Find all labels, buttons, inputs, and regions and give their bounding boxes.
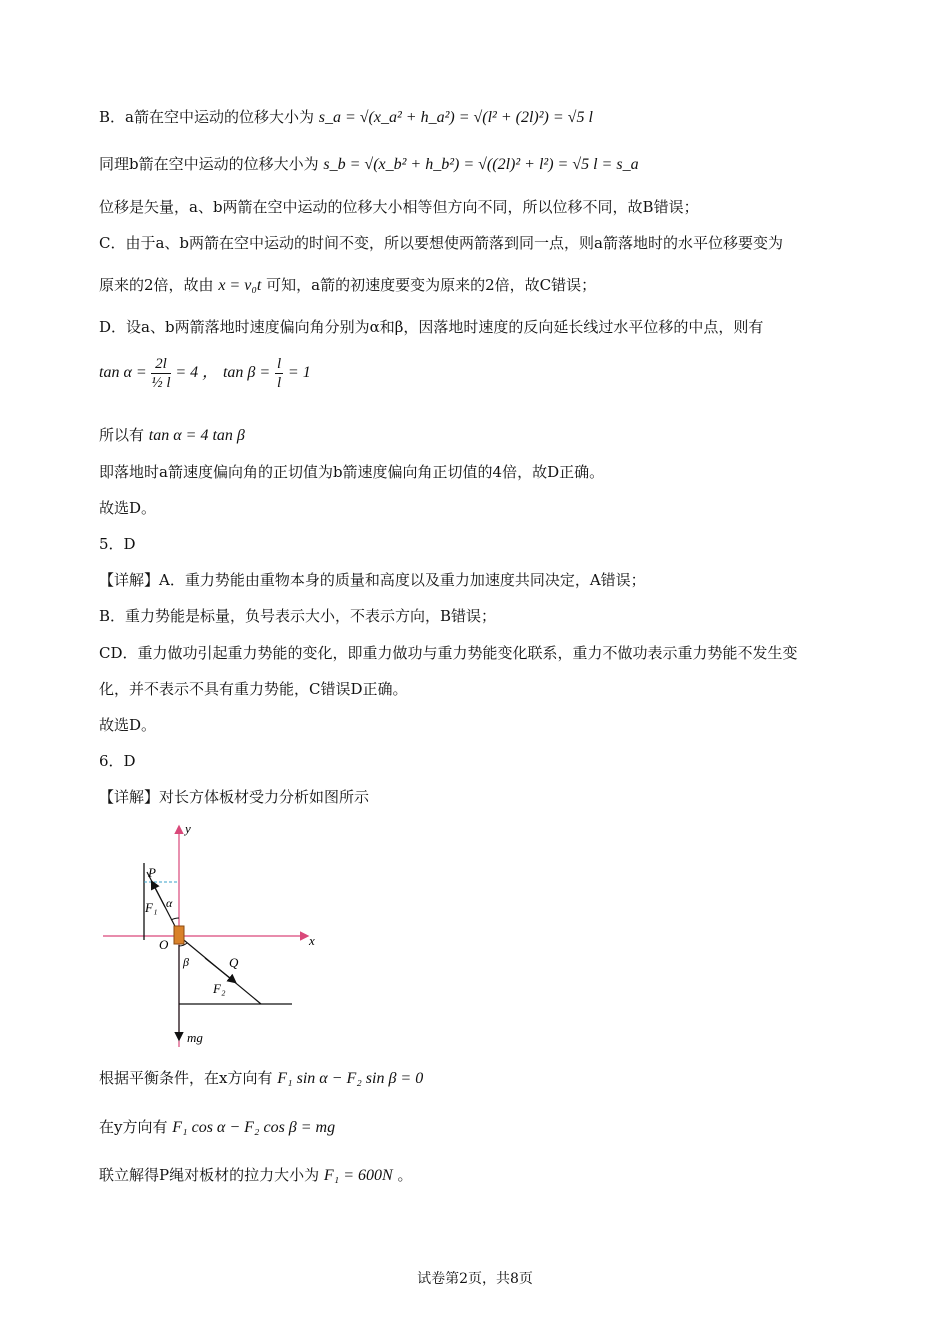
text-line: CD．重力做功引起重力势能的变化，即重力做功与重力势能变化联系，重力不做功表示重力势能不发生变 — [99, 644, 798, 662]
text-line: 【详解】A．重力势能由重物本身的质量和高度以及重力加速度共同决定，A错误； — [99, 571, 646, 589]
text-line: 化，并不表示不具有重力势能，C错误D正确。 — [99, 680, 408, 698]
force-diagram — [95, 815, 335, 1050]
text-line: 所以有 tan α = 4 tan β — [99, 426, 245, 444]
text-line: 即落地时a箭速度偏向角的正切值为b箭速度偏向角正切值的4倍，故D正确。 — [99, 463, 605, 481]
board-block — [174, 926, 184, 944]
text-line: 原来的2倍，故由 x = v₀t 可知，a箭的初速度要变为原来的2倍，故C错误； — [99, 276, 597, 294]
formula: s_b = √(x_b² + h_b²) = √((2l)² + l²) = √5 l = s_a — [323, 156, 639, 173]
text-line: 根据平衡条件，在x方向有 F₁ sin α − F₂ sin β = 0 — [99, 1069, 424, 1087]
text-line: 故选D。 — [99, 499, 157, 517]
f2-label: F₂ — [213, 981, 226, 996]
page-footer: 试卷第2页，共8页 — [417, 1271, 533, 1287]
y-label: y — [185, 821, 191, 836]
text-line: B．重力势能是标量，负号表示大小，不表示方向，B错误； — [99, 607, 497, 625]
formula: tan α = 4 tan β — [148, 427, 245, 444]
text-line: D．设a、b两箭落地时速度偏向角分别为α和β，因落地时速度的反向延长线过水平位移的中点，则有 — [99, 318, 764, 336]
formula: F₁ cos α − F₂ cos β = mg — [172, 1119, 336, 1136]
fraction-line: tan α = $\frac{2l}{\text{½ l}}$ = 4 ， tan β = $\frac{l}{l}$ = 1 — [99, 355, 311, 391]
beta-label: β — [183, 955, 189, 969]
formula: s_a = √(x_a² + h_a²) = √(l² + (2l)²) = √5 l — [318, 109, 593, 126]
question-number: 5．D — [99, 535, 136, 553]
f1-label: F₁ — [145, 900, 158, 915]
formula: x = v₀t — [218, 277, 262, 294]
fraction: $\frac{l}{l}$ — [276, 355, 282, 391]
text-line: 在y方向有 F₁ cos α − F₂ cos β = mg — [99, 1118, 336, 1136]
x-label: x — [309, 933, 315, 948]
o-label: O — [159, 937, 169, 952]
text-line: B．a箭在空中运动的位移大小为 s_a = √(x_a² + h_a²) = √(l² + (2l)²) = √5 l — [99, 108, 593, 126]
alpha-label: α — [166, 896, 173, 910]
text-line: 位移是矢量，a、b两箭在空中运动的位移大小相等但方向不同，所以位移不同，故B错误； — [99, 198, 699, 216]
text-line: 同理b箭在空中运动的位移大小为 s_b = √(x_b² + h_b²) = √((2l)² + l²) = √5 l = s_a — [99, 155, 639, 173]
text-line: 【详解】对长方体板材受力分析如图所示 — [99, 788, 370, 806]
mg-label: mg — [187, 1030, 203, 1045]
formula: F₁ = 600N — [323, 1167, 393, 1184]
fraction: $\frac{2l}{\text{½ l}}$ — [151, 355, 171, 391]
text-line: C．由于a、b两箭在空中运动的时间不变，所以要想使两箭落到同一点，则a箭落地时的水平位移要变为 — [99, 234, 783, 252]
q-label: Q — [229, 955, 239, 970]
alpha-arc — [171, 918, 179, 920]
p-label: P — [148, 865, 156, 880]
formula: F₁ sin α − F₂ sin β = 0 — [277, 1070, 424, 1087]
question-number: 6．D — [99, 752, 136, 770]
text-line: 联立解得P绳对板材的拉力大小为 F₁ = 600N 。 — [99, 1166, 413, 1184]
text-line: 故选D。 — [99, 716, 157, 734]
